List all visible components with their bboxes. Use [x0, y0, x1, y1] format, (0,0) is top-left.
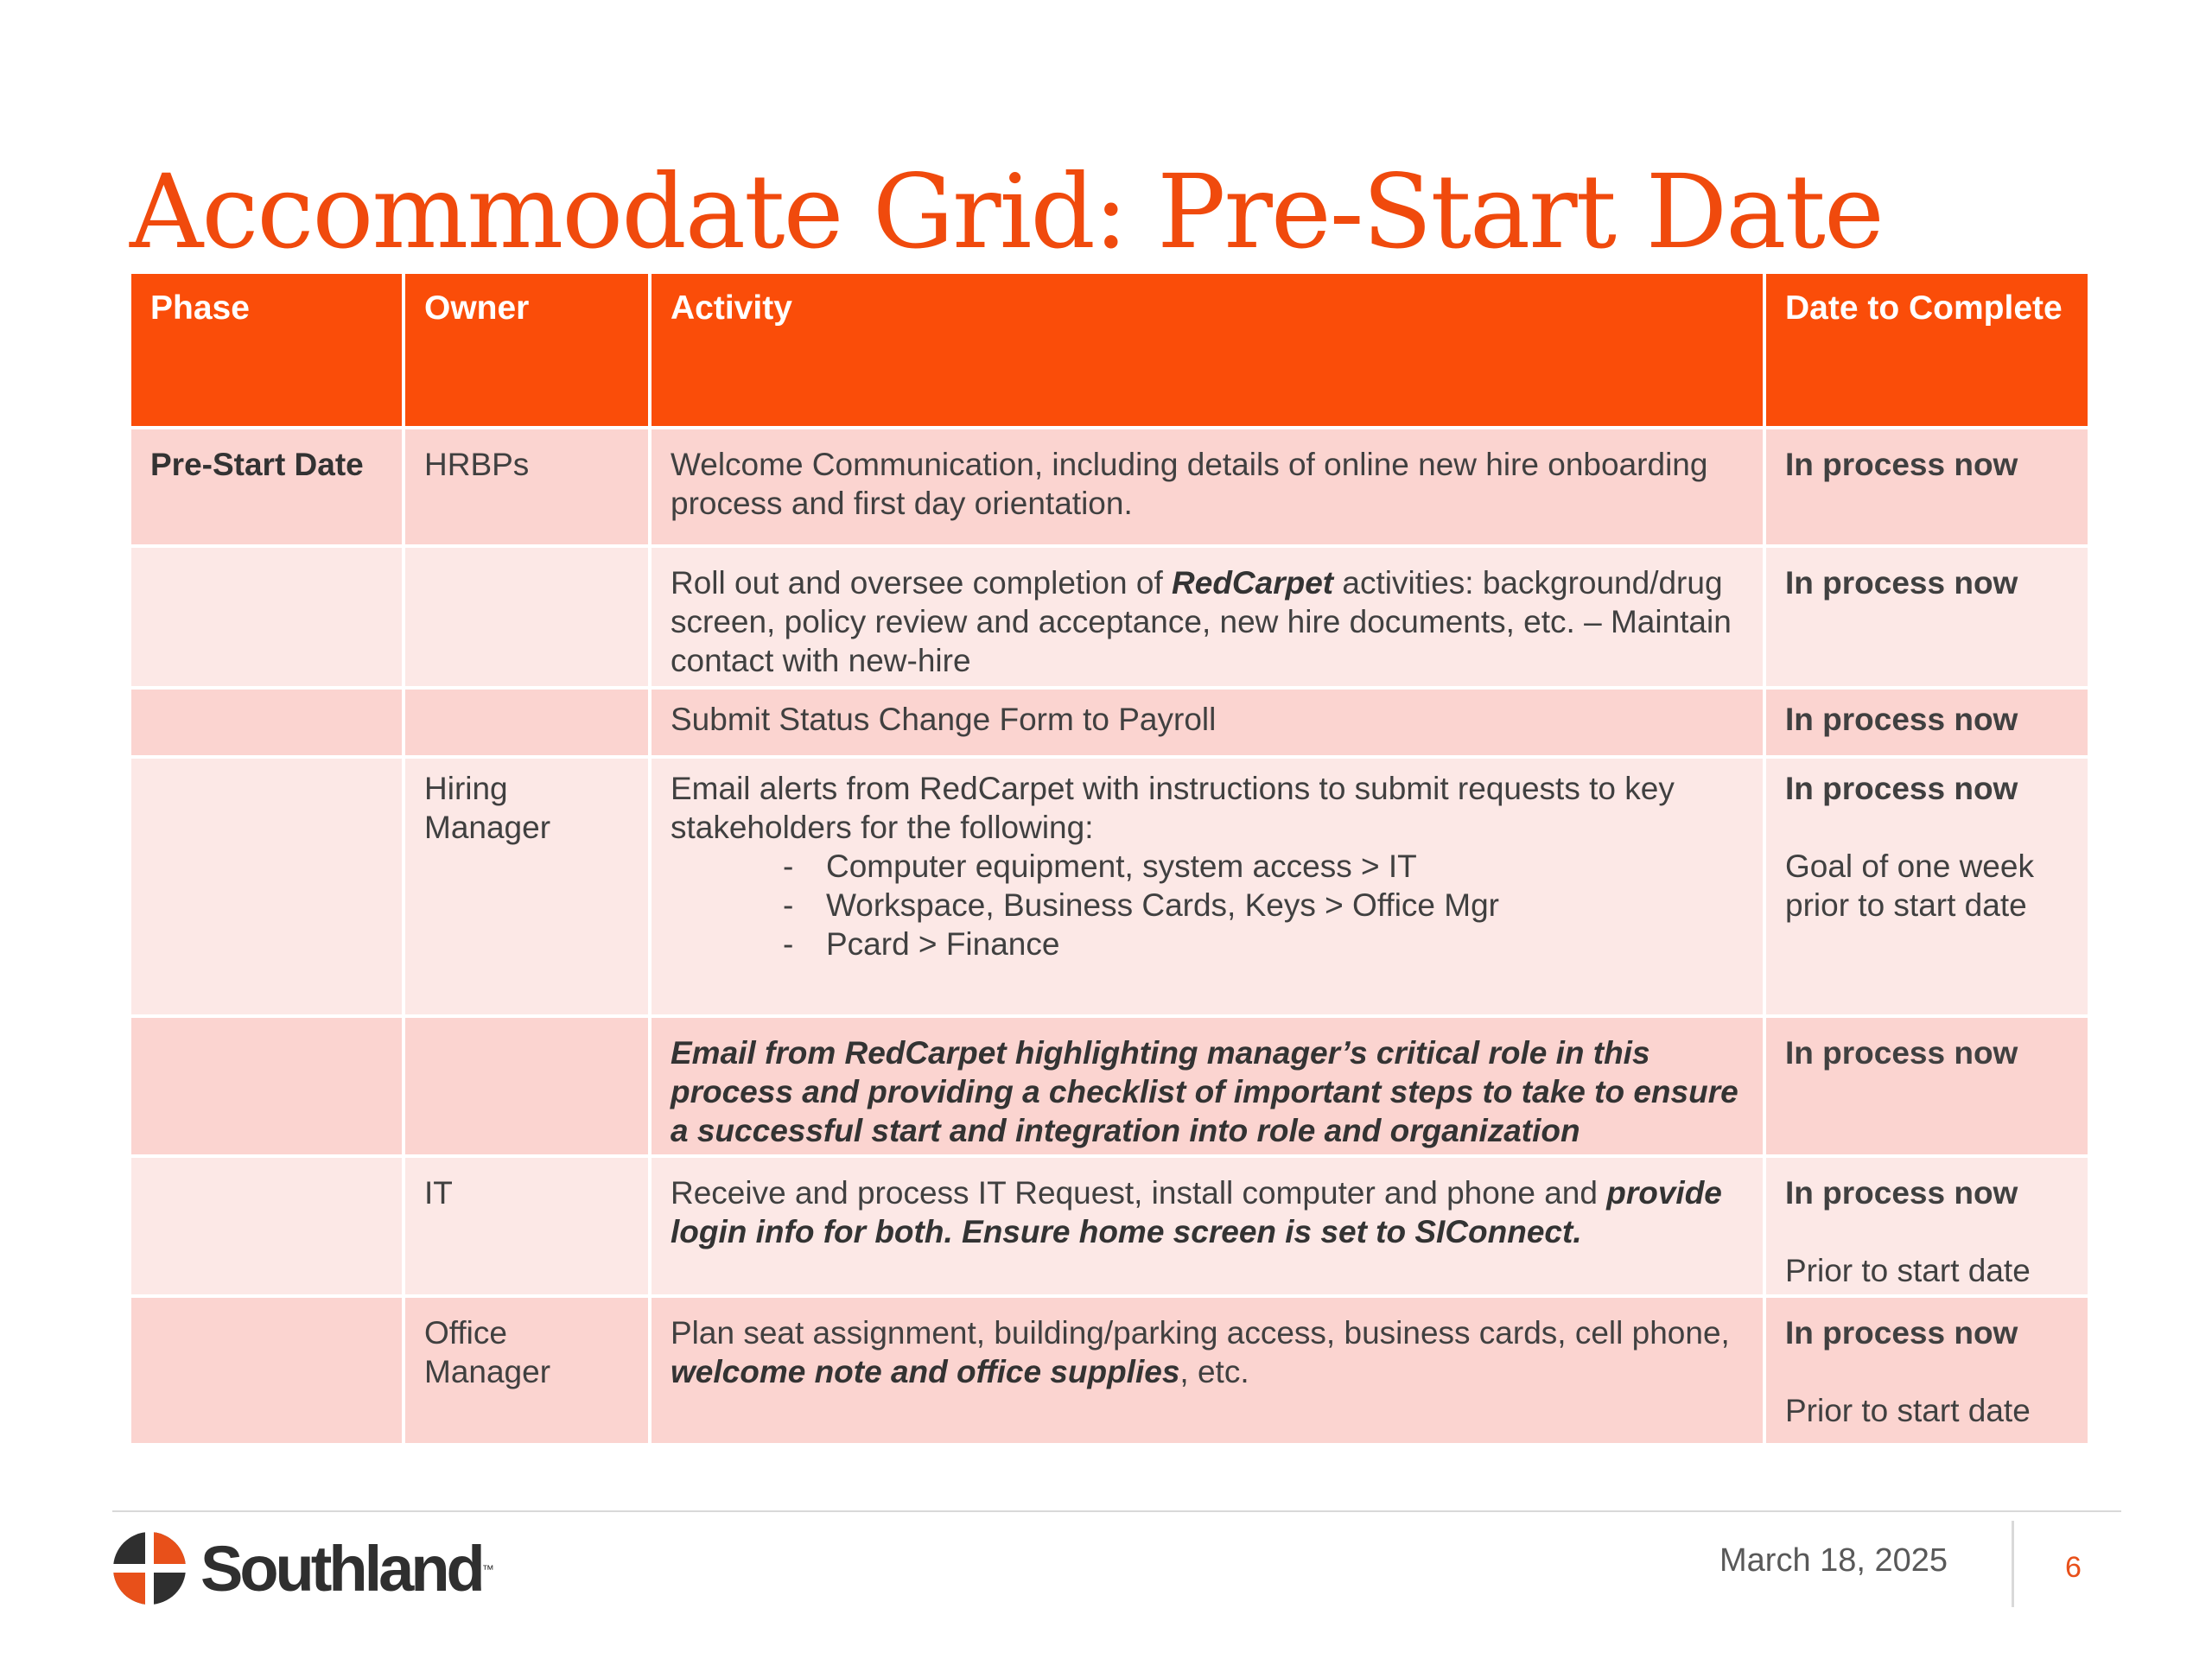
logo-wordmark: [200, 1533, 494, 1605]
activity-text: Roll out and oversee completion of: [671, 565, 1173, 601]
status-cell: [1764, 1296, 2089, 1445]
header-owner: Owner: [404, 272, 650, 428]
status-cell: In process now: [1764, 688, 2089, 757]
owner-cell: Hiring Manager: [404, 757, 650, 1016]
activity-text: Email alerts from RedCarpet with instructions to submit requests to key stakeholders for the following:: [671, 771, 1675, 845]
phase-cell: [130, 1016, 404, 1156]
list-item: - Workspace, Business Cards, Keys > Office Mgr: [783, 886, 1744, 925]
activity-emphasis: RedCarpet: [1172, 565, 1334, 601]
list-item: - Computer equipment, system access > IT: [783, 847, 1744, 886]
activity-cell: [650, 1156, 1764, 1296]
footer-divider: [112, 1510, 2121, 1512]
request-list: [671, 847, 1744, 963]
table-row: [130, 688, 2089, 757]
spacer: [1785, 808, 2069, 847]
owner-cell: IT: [404, 1156, 650, 1296]
owner-cell: [404, 546, 650, 688]
status-note: Goal of one week prior to start date: [1785, 849, 2034, 923]
logo-text: Southland: [200, 1533, 482, 1605]
slide-title: Accommodate Grid: Pre-Start Date: [130, 152, 1883, 271]
spacer: [1785, 1212, 2069, 1251]
table-row: [130, 428, 2089, 546]
status-note: Prior to start date: [1785, 1253, 2031, 1288]
phase-cell: [130, 1296, 404, 1445]
activity-cell: [650, 1296, 1764, 1445]
phase-cell: Pre-Start Date: [130, 428, 404, 546]
activity-cell: Submit Status Change Form to Payroll: [650, 688, 1764, 757]
footer-vertical-divider: [2012, 1521, 2014, 1607]
activity-cell: Welcome Communication, including details of online new hire onboarding process and first day orientation.: [650, 428, 1764, 546]
status-cell: [1764, 757, 2089, 1016]
activity-text: Receive and process IT Request, install computer and phone and: [671, 1175, 1607, 1211]
southland-logo-mark-icon: [112, 1531, 187, 1605]
owner-cell: [404, 688, 650, 757]
header-date-to-complete: Date to Complete: [1764, 272, 2089, 428]
activity-cell: Email from RedCarpet highlighting manager’s critical role in this process and providing a checklist of important steps to take to ensure a successful start and integration into role and organization: [650, 1016, 1764, 1156]
owner-cell: HRBPs: [404, 428, 650, 546]
table-row: [130, 1016, 2089, 1156]
status-note: Prior to start date: [1785, 1393, 2031, 1428]
table-row: [130, 1156, 2089, 1296]
status-cell: In process now: [1764, 428, 2089, 546]
table-header-row: [130, 272, 2089, 428]
table-row: [130, 757, 2089, 1016]
status-text: In process now: [1785, 1175, 2018, 1211]
phase-cell: [130, 1156, 404, 1296]
spacer: [1785, 1352, 2069, 1391]
logo-trademark: ™: [481, 1562, 494, 1576]
activity-emphasis: welcome note and office supplies: [671, 1354, 1180, 1389]
activity-text: activities: background/drug screen, policy review and acceptance, new hire documents, etc. – Maintain contact with new-hire: [671, 565, 1732, 678]
activity-text: Plan seat assignment, building/parking access, business cards, cell phone,: [671, 1315, 1730, 1351]
activity-emphasis: provide login info for both. Ensure home screen is set to SIConnect.: [671, 1175, 1722, 1249]
activity-cell: [650, 757, 1764, 1016]
table-row: [130, 546, 2089, 688]
table-row: [130, 1296, 2089, 1445]
header-activity: Activity: [650, 272, 1764, 428]
phase-cell: [130, 688, 404, 757]
phase-cell: [130, 546, 404, 688]
status-cell: [1764, 1156, 2089, 1296]
status-cell: In process now: [1764, 546, 2089, 688]
list-item: - Pcard > Finance: [783, 925, 1744, 963]
status-cell: In process now: [1764, 1016, 2089, 1156]
accommodate-grid-table: [128, 270, 2091, 1446]
owner-cell: Office Manager: [404, 1296, 650, 1445]
status-text: In process now: [1785, 1315, 2018, 1351]
activity-cell: [650, 546, 1764, 688]
owner-cell: [404, 1016, 650, 1156]
presentation-date: March 18, 2025: [1719, 1542, 1948, 1579]
status-text: In process now: [1785, 771, 2018, 806]
page-number: 6: [2065, 1551, 2082, 1584]
activity-text: , etc.: [1179, 1354, 1249, 1389]
header-phase: Phase: [130, 272, 404, 428]
phase-cell: [130, 757, 404, 1016]
